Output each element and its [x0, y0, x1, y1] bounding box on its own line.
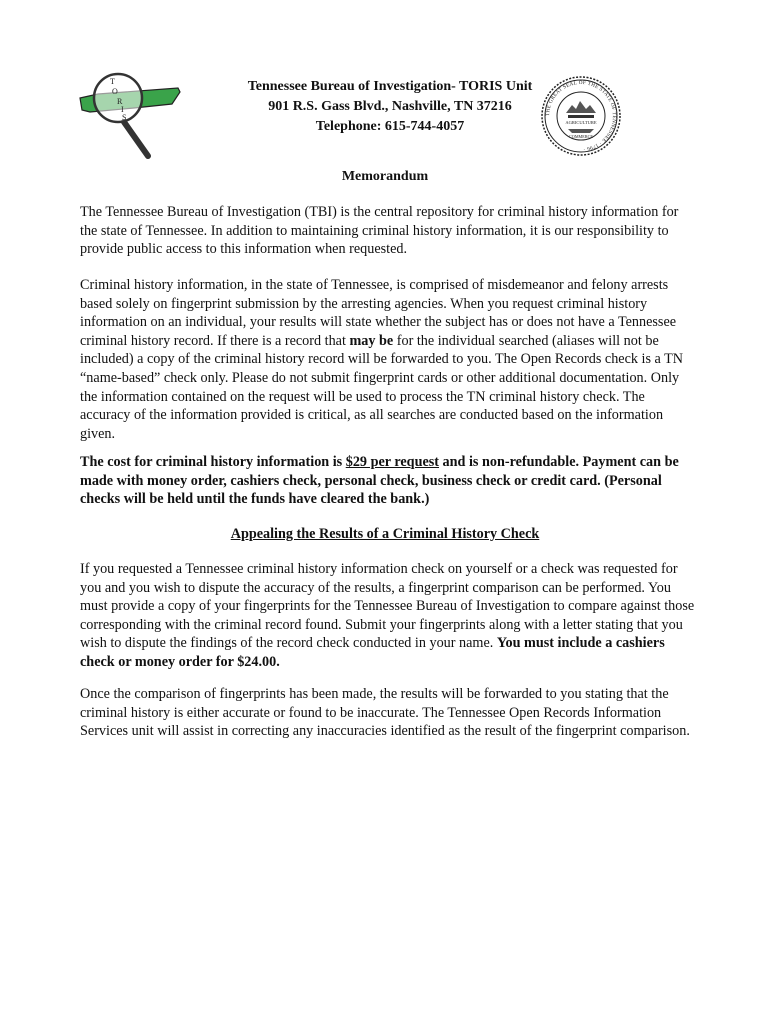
agency-name: Tennessee Bureau of Investigation- TORIS Unit [247, 79, 533, 94]
letterhead [200, 77, 580, 137]
cost-text-end: and is non-refundable. Payment can be made with money order, cashiers check, personal check, business check or credit card. (Personal checks will be held until the funds have cleared the bank.) [80, 454, 679, 508]
svg-text:THE GREAT SEAL OF THE STATE OF: THE GREAT SEAL OF THE STATE OF TENNESSEE · 1796 · [544, 79, 618, 152]
criminal-history-text-end: for the individual searched (aliases will not be included) a copy of the criminal history record will be forwarded to you. The Open Records check is a TN “name-based” check only. Please do not submit fingerprint cards or other additional documentation. Only the information contained on the request will be used to process the TN criminal history check. The accuracy of the information provided is critical, as all searches are conducted based on the information given. [80, 332, 684, 442]
svg-text:AGRICULTURE: AGRICULTURE [565, 120, 597, 125]
cost-text-start: The cost for criminal history information is [80, 454, 346, 470]
criminal-history-paragraph [80, 276, 696, 443]
appeal-text: If you requested a Tennessee criminal history information check on yourself or a check was requested for you and you wish to dispute the accuracy of the results, a fingerprint comparison can be performed. You must provide a copy of your fingerprints for the Tennessee Bureau of Investigation to compare against those corresponding with the criminal record found. Submit your fingerprints along with a letter stating that you wish to dispute the findings of the record check conducted in your name. [80, 561, 695, 652]
appeal-paragraph [80, 560, 696, 672]
appeal-fee-emphasis: You must include a cashiers check or money order for $24.00. [80, 635, 665, 670]
agency-address: 901 R.S. Gass Blvd., Nashville, TN 37216 [268, 99, 512, 114]
may-be-emphasis: may be [349, 332, 394, 349]
comparison-paragraph: Once the comparison of fingerprints has been made, the results will be forwarded to you stating that the criminal history is either accurate or found to be inaccurate. The Tennessee Open Records Information Services unit will assist in correcting any inaccuracies identified as the result of the fingerprint comparison. [80, 686, 690, 740]
svg-text:COMMERCE: COMMERCE [569, 134, 593, 139]
logo-letter-s: S [122, 113, 127, 122]
cost-paragraph [80, 453, 696, 509]
cost-amount: $29 per request [345, 454, 439, 470]
appeal-heading: Appealing the Results of a Criminal History Check [230, 526, 540, 542]
agency-telephone: Telephone: 615-744-4057 [315, 119, 465, 134]
logo-letter-o: O [112, 87, 118, 96]
logo-letter-i: I [121, 105, 124, 114]
logo-letter-t: T [110, 77, 115, 86]
logo-letter-r: R [117, 97, 123, 106]
toris-logo [74, 66, 182, 164]
criminal-history-text-start: Criminal history information, in the state of Tennessee, is comprised of misdemeanor and felony arrests based solely on fingerprint submission by the arresting agencies. When you request criminal history information on an individual, your results will state whether the subject has or does not have a Tennessee criminal history record. If there is a record that [80, 277, 677, 349]
intro-paragraph: The Tennessee Bureau of Investigation (TBI) is the central repository for criminal history information for the state of Tennessee. In addition to maintaining criminal history information, it is our responsibility to provide public access to this information when requested. [80, 204, 679, 258]
memo-title: Memorandum [341, 169, 429, 184]
